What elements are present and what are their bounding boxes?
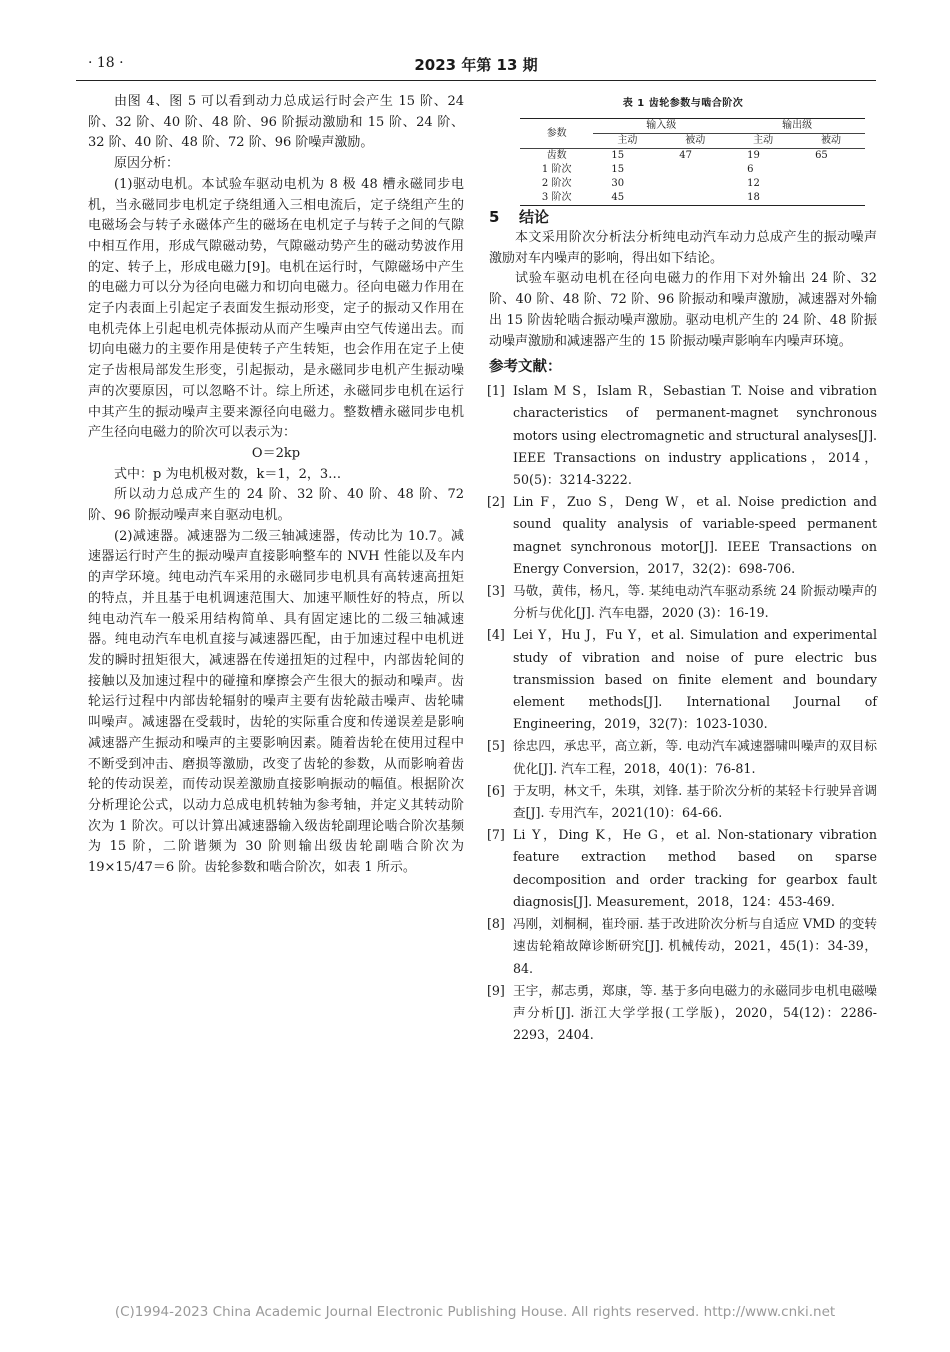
reference-item: [489, 735, 877, 779]
reference-text: Li Y，Ding K，He G，et al. Non-stationary vibration feature extraction method based on sparse decomposition and order tracking for gearbox fault diagnosis[J]. Measurement，2018，124：453-469.: [513, 827, 877, 909]
reference-text: 冯刚，刘桐桐，崔玲丽. 基于改进阶次分析与自适应 VMD 的变转速齿轮箱故障诊断研究[J]. 机械传动，2021，45(1)：34-39，84.: [513, 916, 877, 976]
reference-number: [9]: [487, 982, 505, 998]
table-cell: 2 阶次: [541, 178, 572, 189]
table-header-driven: 被动: [661, 134, 729, 149]
reference-item: [489, 580, 877, 624]
table-header-driving: 主动: [593, 134, 661, 149]
reference-number: [3]: [487, 583, 505, 599]
reference-text: 徐忠四，承忠平，高立新，等. 电动汽车减速器啸叫噪声的双目标优化[J]. 汽车工程，2018，40(1)：76-81.: [513, 738, 877, 776]
table-cell: [797, 191, 865, 206]
reference-number: [6]: [487, 782, 505, 798]
paragraph: 本文采用阶次分析法分析纯电动汽车动力总成产生的振动噪声激励对车内噪声的影响，得出如下结论。: [489, 230, 877, 266]
table-cell: 19: [729, 149, 797, 164]
table-cell: [661, 177, 729, 191]
section-number: 5: [489, 208, 500, 226]
table-cell: 65: [797, 149, 865, 164]
paragraph: 由图 4、图 5 可以看到动力总成运行时会产生 15 阶、24 阶、32 阶、40 阶、48 阶、96 阶振动激励和 15 阶、24 阶、32 阶、40 阶、48 阶、72 阶、96 阶噪声激励。: [88, 94, 464, 151]
table-cell: 1 阶次: [541, 164, 572, 175]
table-header-input: 输入级: [593, 119, 729, 134]
table-header-driving: 主动: [729, 134, 797, 149]
reference-number: [2]: [487, 494, 505, 510]
formula: O＝2kp: [251, 445, 301, 461]
reference-text: 于友明，林文千，朱琪，刘锋. 基于阶次分析的某轻卡行驶异音调查[J]. 专用汽车，2021(10)：64-66.: [513, 782, 877, 821]
table-header-output: 输出级: [729, 119, 865, 134]
reference-number: [8]: [487, 916, 505, 932]
reference-text: Lin F，Zuo S，Deng W，et al. Noise prediction and sound quality analysis of variable-speed permanent magnet synchronous motor[J]. IEEE Transactions on Energy Conversion，2017，32(2)：698-706.: [513, 494, 877, 576]
table-row: [520, 177, 865, 191]
table-cell: 47: [661, 149, 729, 164]
table-cell: 18: [729, 191, 797, 206]
reference-text: 马敬，黄伟，杨凡，等. 某纯电动汽车驱动系统 24 阶振动噪声的分析与优化[J]. 汽车电器，2020 (3)：16-19.: [513, 583, 877, 621]
reference-item: [489, 380, 877, 491]
reference-item: [489, 491, 877, 580]
table-row: [520, 191, 865, 206]
paragraph: 式中：p 为电机极对数，k＝1，2，3…: [114, 466, 342, 482]
table-cell: 30: [611, 178, 625, 189]
table-caption: 表 1 齿轮参数与啮合阶次: [622, 98, 744, 109]
table-cell: [797, 177, 865, 191]
section-heading: [489, 206, 877, 228]
table-cell: [661, 163, 729, 177]
references-heading: 参考文献：: [489, 359, 562, 376]
table-cell: 12: [747, 178, 760, 189]
paragraph: 试验车驱动电机在径向电磁力的作用下对外输出 24 阶、32 阶、40 阶、48 阶、72 阶、96 阶振动和噪声激励，减速器对外输出 15 阶齿轮啮合振动噪声激励。驱动电机产生的 24 阶、48 阶振动噪声激励和减速器产生的 15 阶振动噪声影响车内噪声环境。: [489, 271, 877, 349]
reference-text: Islam M S，Islam R，Sebastian T. Noise and vibration characteristics of permanent-magnet synchronous motors using electromagnetic and structural analyses[J]. IEEE Transactions on industry applications，2014，50(5)：3214-3222.: [513, 383, 877, 488]
reference-number: [7]: [487, 827, 505, 843]
journal-issue: 2023 年第 13 期: [414, 56, 538, 74]
table-row: [520, 163, 865, 177]
section-title: 结论: [519, 208, 550, 226]
reference-item: [489, 913, 877, 980]
header-rule: [76, 80, 876, 81]
table-cell: [797, 163, 865, 177]
reference-text: 王宇，郝志勇，郑康，等. 基于多向电磁力的永磁同步电机电磁噪声分析[J]. 浙江大学学报(工学版)，2020，54(12)：2286-2293，2404.: [513, 982, 877, 1043]
table-cell: 15: [593, 149, 661, 164]
table-cell: 15: [611, 164, 625, 175]
table-cell: [661, 191, 729, 206]
table-header-driven: 被动: [797, 134, 865, 149]
page-header: [76, 52, 876, 78]
left-column: [88, 92, 464, 879]
paragraph: (2)减速器。减速器为二级三轴减速器，传动比为 10.7。减速器运行时产生的振动噪声直接影响整车的 NVH 性能以及车内的声学环境。纯电动汽车采用的永磁同步电机具有高转速高扭矩的特点，并且基于电机调速范围大、加速平顺性好的特点，所以纯电动汽车一般采用结构简单、具有固定速比的二级三轴减速器。纯电动汽车电机直接与减速器匹配，由于加速过程中电机迸发的瞬时扭矩很大，减速器在传递扭矩的过程中，内部齿轮间的接触以及加速过程中的碰撞和摩擦会产生很大的振动和噪声。齿轮运行过程中内部齿轮辐射的噪声主要有齿轮敲击噪声、齿轮啸叫噪声。减速器在受载时，齿轮的实际重合度和传递误差是影响减速器产生振动和噪声的主要影响因素。随着齿轮在使用过程中不断受到冲击、磨损等激励，改变了齿轮的参数，从而影响着齿轮的传动误差，而传动误差激励直接影响振动的幅值。根据阶次分析理论公式，以动力总成电机转轴为参考轴，并定义其转动阶次为 1 阶次。可以计算出减速器输入级齿轮副理论啮合阶次基频为 15 阶，二阶谐频为 30 阶则输出级齿轮副啮合阶次为 19×15/47＝6 阶。齿轮参数和啮合阶次，如表 1 所示。: [88, 528, 464, 876]
paragraph: (1)驱动电机。本试验车驱动电机为 8 极 48 槽永磁同步电机，当永磁同步电机定子绕组通入三相电流后，定子绕组产生的电磁场会与转子永磁体产生的磁场在电机定子与转子之间的气隙中相互作用，形成气隙磁动势，气隙磁动势产生的磁动势波作用的定、转子上，形成电磁力[9]。电机在运行时，气隙磁场中产生的电磁力可以分为径向电磁力和切向电磁力。径向电磁力作用在定子内表面上引起定子表面发生振动形变，定子的振动又作用在电机壳体上引起电机壳体振动从而产生噪声由空气传递出去。而切向电磁力的主要作用是使转子产生转矩，也会作用在定子上使定子齿根局部发生形变，引起振动，是永磁同步电机产生振动噪声的次要原因，可以忽略不计。综上所述，永磁同步电机在运行中其产生的振动噪声主要来源径向电磁力。整数槽永磁同步电机产生径向电磁力的阶次可以表示为：: [88, 176, 464, 441]
table-cell: 45: [593, 191, 661, 206]
table-cell: 齿数: [520, 149, 593, 164]
reference-item: [489, 980, 877, 1047]
table-header-param: 参数: [520, 119, 593, 149]
paragraph: 所以动力总成产生的 24 阶、32 阶、40 阶、48 阶、72 阶、96 阶振动噪声来自驱动电机。: [88, 487, 464, 524]
reference-item: [489, 824, 877, 913]
right-column: [489, 92, 877, 1046]
paragraph: 原因分析：: [114, 156, 180, 172]
page-number: · 18 ·: [88, 55, 124, 71]
reference-number: [4]: [487, 627, 505, 643]
reference-item: [489, 624, 877, 735]
table-row: [520, 149, 865, 164]
table-cell: 6: [747, 164, 754, 175]
reference-number: [1]: [487, 383, 505, 399]
copyright-footer: (C)1994-2023 China Academic Journal Electronic Publishing House. All rights reserved. http://www.cnki.net: [114, 1304, 836, 1320]
reference-item: [489, 780, 877, 824]
reference-text: Lei Y，Hu J，Fu Y，et al. Simulation and experimental study of vibration and noise of pure electric bus transmission based on finite element and boundary element methods[J]. International Journal of Engineering，2019，32(7)：1023-1030.: [513, 627, 877, 732]
reference-number: [5]: [487, 738, 505, 754]
table-cell: 3 阶次: [520, 191, 593, 206]
gear-table: [520, 118, 865, 206]
